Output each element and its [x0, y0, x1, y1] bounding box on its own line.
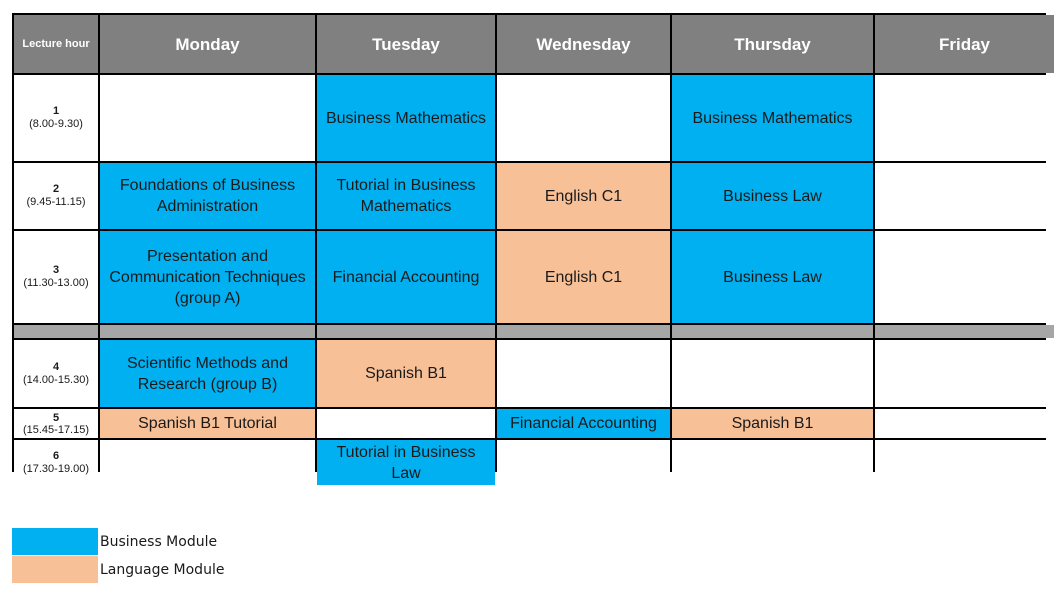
- hour-number: 6: [52, 449, 60, 462]
- hour-1: [14, 75, 98, 161]
- slot-r2-wednesday: English C1: [497, 163, 670, 229]
- slot-r2-tuesday: Tutorial in Business Mathematics: [317, 163, 495, 229]
- legend-business-swatch: [12, 528, 98, 555]
- slot-r1-thursday: Business Mathematics: [672, 75, 873, 161]
- hour-time: (15.45-17.15): [22, 423, 90, 436]
- slot-r5-wednesday: Financial Accounting: [497, 409, 670, 438]
- hour-6: [14, 440, 98, 485]
- slot-r6-wednesday: [497, 440, 670, 485]
- break-gap: [497, 325, 670, 338]
- slot-r6-monday: [100, 440, 315, 485]
- slot-r3-thursday: Business Law: [672, 231, 873, 323]
- slot-r6-tuesday: Tutorial in Business Law: [317, 440, 495, 485]
- hour-number: 2: [52, 183, 60, 195]
- break-gap: [875, 325, 1054, 338]
- slot-r6-thursday: [672, 440, 873, 485]
- hour-number: 5: [52, 411, 60, 424]
- hour-number: 4: [52, 360, 60, 373]
- slot-r3-monday: Presentation and Communication Techniques (group A): [100, 231, 315, 323]
- slot-r5-friday: [875, 409, 1054, 438]
- slot-r1-tuesday: Business Mathematics: [317, 75, 495, 161]
- slot-r5-thursday: Spanish B1: [672, 409, 873, 438]
- hour-3: [14, 231, 98, 323]
- slot-r1-wednesday: [497, 75, 670, 161]
- hour-time: (9.45-11.15): [26, 196, 86, 208]
- slot-r2-monday: Foundations of Business Administration: [100, 163, 315, 229]
- hour-5: [14, 409, 98, 438]
- slot-r4-friday: [875, 340, 1054, 407]
- header-thursday: Thursday: [672, 15, 873, 73]
- slot-r2-thursday: Business Law: [672, 163, 873, 229]
- slot-r4-tuesday: Spanish B1: [317, 340, 495, 407]
- hour-time: (17.30-19.00): [22, 462, 90, 475]
- break-gap: [317, 325, 495, 338]
- slot-r4-wednesday: [497, 340, 670, 407]
- hour-2: [14, 163, 98, 229]
- slot-r1-monday: [100, 75, 315, 161]
- slot-r1-friday: [875, 75, 1054, 161]
- legend-language-label: Language Module: [100, 562, 225, 578]
- legend-business-label: Business Module: [100, 534, 218, 550]
- header-wednesday: Wednesday: [497, 15, 670, 73]
- legend-language-swatch: [12, 556, 98, 583]
- slot-r2-friday: [875, 163, 1054, 229]
- slot-r5-monday: Spanish B1 Tutorial: [100, 409, 315, 438]
- slot-r3-tuesday: Financial Accounting: [317, 231, 495, 323]
- header-lecture-hour: Lecture hour: [14, 15, 98, 73]
- slot-r3-friday: [875, 231, 1054, 323]
- header-friday: Friday: [875, 15, 1054, 73]
- break-gap: [14, 325, 98, 338]
- slot-r4-thursday: [672, 340, 873, 407]
- slot-r5-tuesday: [317, 409, 495, 438]
- break-gap: [672, 325, 873, 338]
- hour-time: (8.00-9.30): [29, 118, 83, 130]
- header-tuesday: Tuesday: [317, 15, 495, 73]
- slot-r3-wednesday: English C1: [497, 231, 670, 323]
- hour-4: [14, 340, 98, 407]
- hour-time: (11.30-13.00): [23, 277, 89, 289]
- slot-r4-monday: Scientific Methods and Research (group B): [100, 340, 315, 407]
- header-monday: Monday: [100, 15, 315, 73]
- hour-number: 1: [52, 105, 60, 117]
- hour-time: (14.00-15.30): [22, 373, 90, 386]
- break-gap: [100, 325, 315, 338]
- timetable: [12, 13, 1046, 482]
- hour-number: 3: [52, 264, 60, 276]
- slot-r6-friday: [875, 440, 1054, 485]
